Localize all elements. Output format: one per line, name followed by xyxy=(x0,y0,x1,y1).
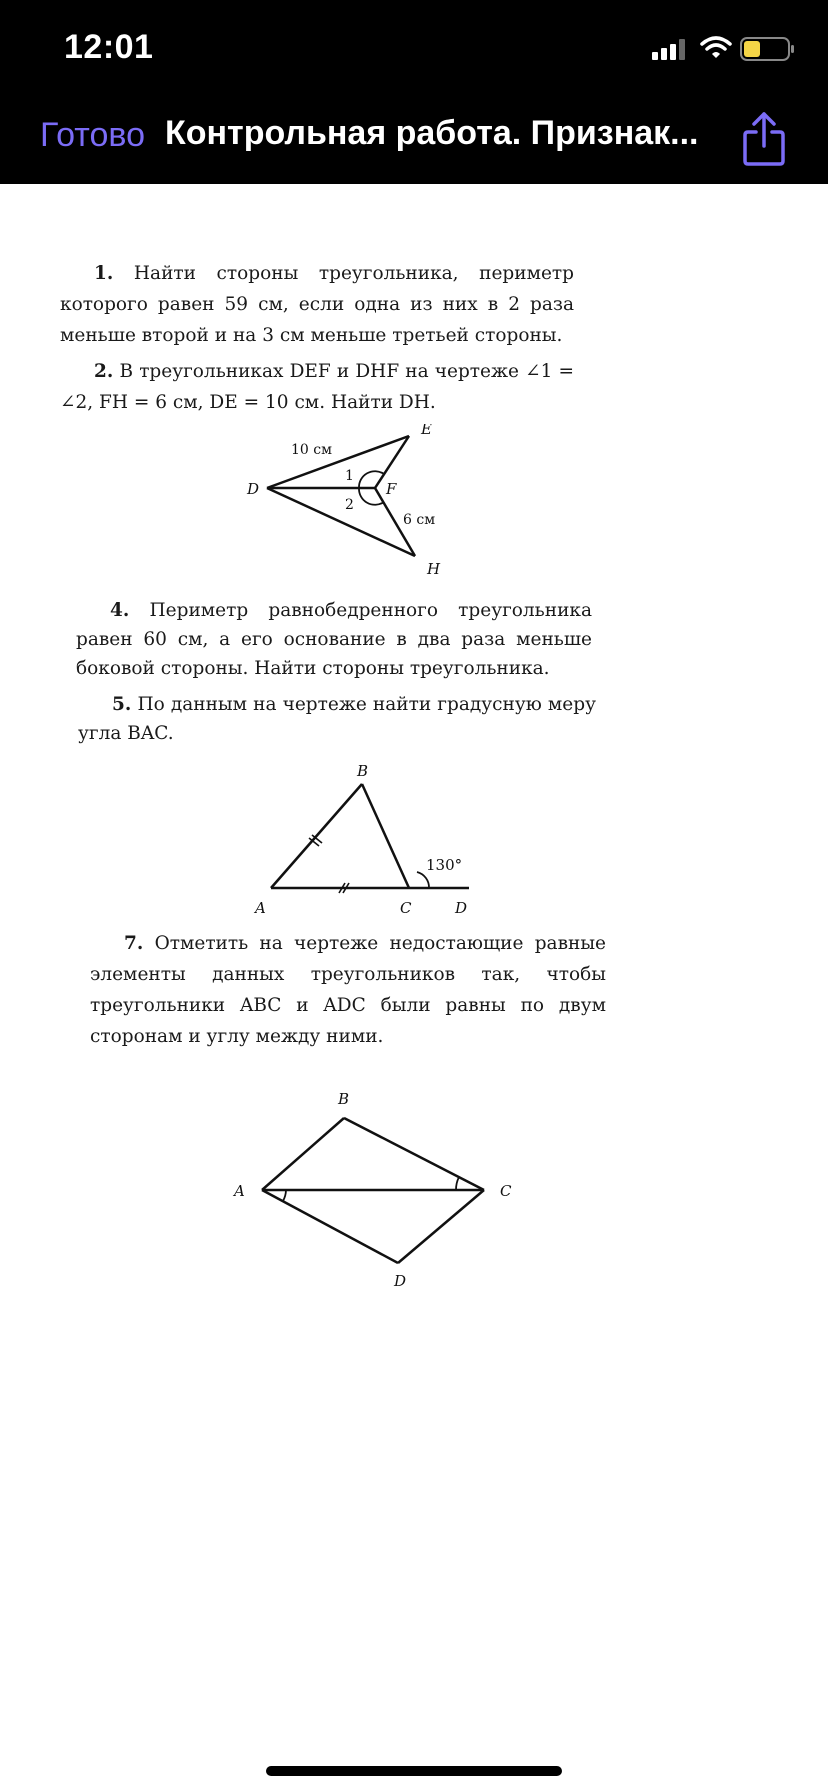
label-d3: D xyxy=(394,1272,407,1290)
label-c: C xyxy=(400,899,412,916)
page-title: Контрольная работа. Признак... xyxy=(165,114,699,152)
wifi-icon xyxy=(700,36,732,60)
home-indicator[interactable] xyxy=(266,1766,562,1776)
nav-bar xyxy=(0,100,828,184)
label-c3: C xyxy=(500,1182,512,1200)
label-b3: B xyxy=(338,1090,350,1108)
done-button[interactable]: Готово xyxy=(40,116,145,154)
problem-5: 5. По данным на чертеже найти градусную меру угла BAC. xyxy=(78,694,596,744)
figure-triangles-abc-adc xyxy=(222,1070,522,1300)
problem-7: 7. Отметить на чертеже недостающие равные элементы данных треугольников так, чтобы треугольники ABC и ADC были равны по двум сторонам и углу между ними. xyxy=(90,933,606,1047)
label-b: B xyxy=(357,762,369,780)
battery-icon xyxy=(740,36,796,62)
label-angle-130: 130° xyxy=(426,856,463,874)
label-f: F xyxy=(386,480,397,498)
share-icon[interactable] xyxy=(742,110,786,170)
label-d: D xyxy=(247,480,260,498)
cellular-signal-icon xyxy=(652,38,688,60)
label-e: E xyxy=(421,424,432,438)
label-angle-2: 2 xyxy=(345,497,354,513)
problem-1: 1. Найти стороны треугольника, периметр которого равен 59 см, если одна из них в 2 раза меньше второй и на 3 см меньше третьей стороны. xyxy=(60,263,574,346)
figure-triangle-abc-angle xyxy=(245,756,485,916)
label-fh-length: 6 см xyxy=(403,512,436,528)
problem-2: 2. В треугольниках DEF и DHF на чертеже ∠1 = ∠2, FH = 6 см, DE = 10 см. Найти DH. xyxy=(60,361,574,413)
status-bar xyxy=(0,0,828,100)
status-time: 12:01 xyxy=(64,28,154,66)
label-d2: D xyxy=(455,899,468,916)
problem-4: 4. Периметр равнобедренного треугольника равен 60 см, а его основание в два раза меньше боковой стороны. Найти стороны треугольника. xyxy=(76,600,593,679)
label-a: A xyxy=(255,899,266,916)
label-h: H xyxy=(427,560,441,578)
document-page xyxy=(0,184,828,1792)
label-de-length: 10 см xyxy=(291,442,332,458)
label-angle-1: 1 xyxy=(345,468,354,484)
label-a3: A xyxy=(234,1182,245,1200)
figure-triangles-def-dhf xyxy=(235,424,455,594)
